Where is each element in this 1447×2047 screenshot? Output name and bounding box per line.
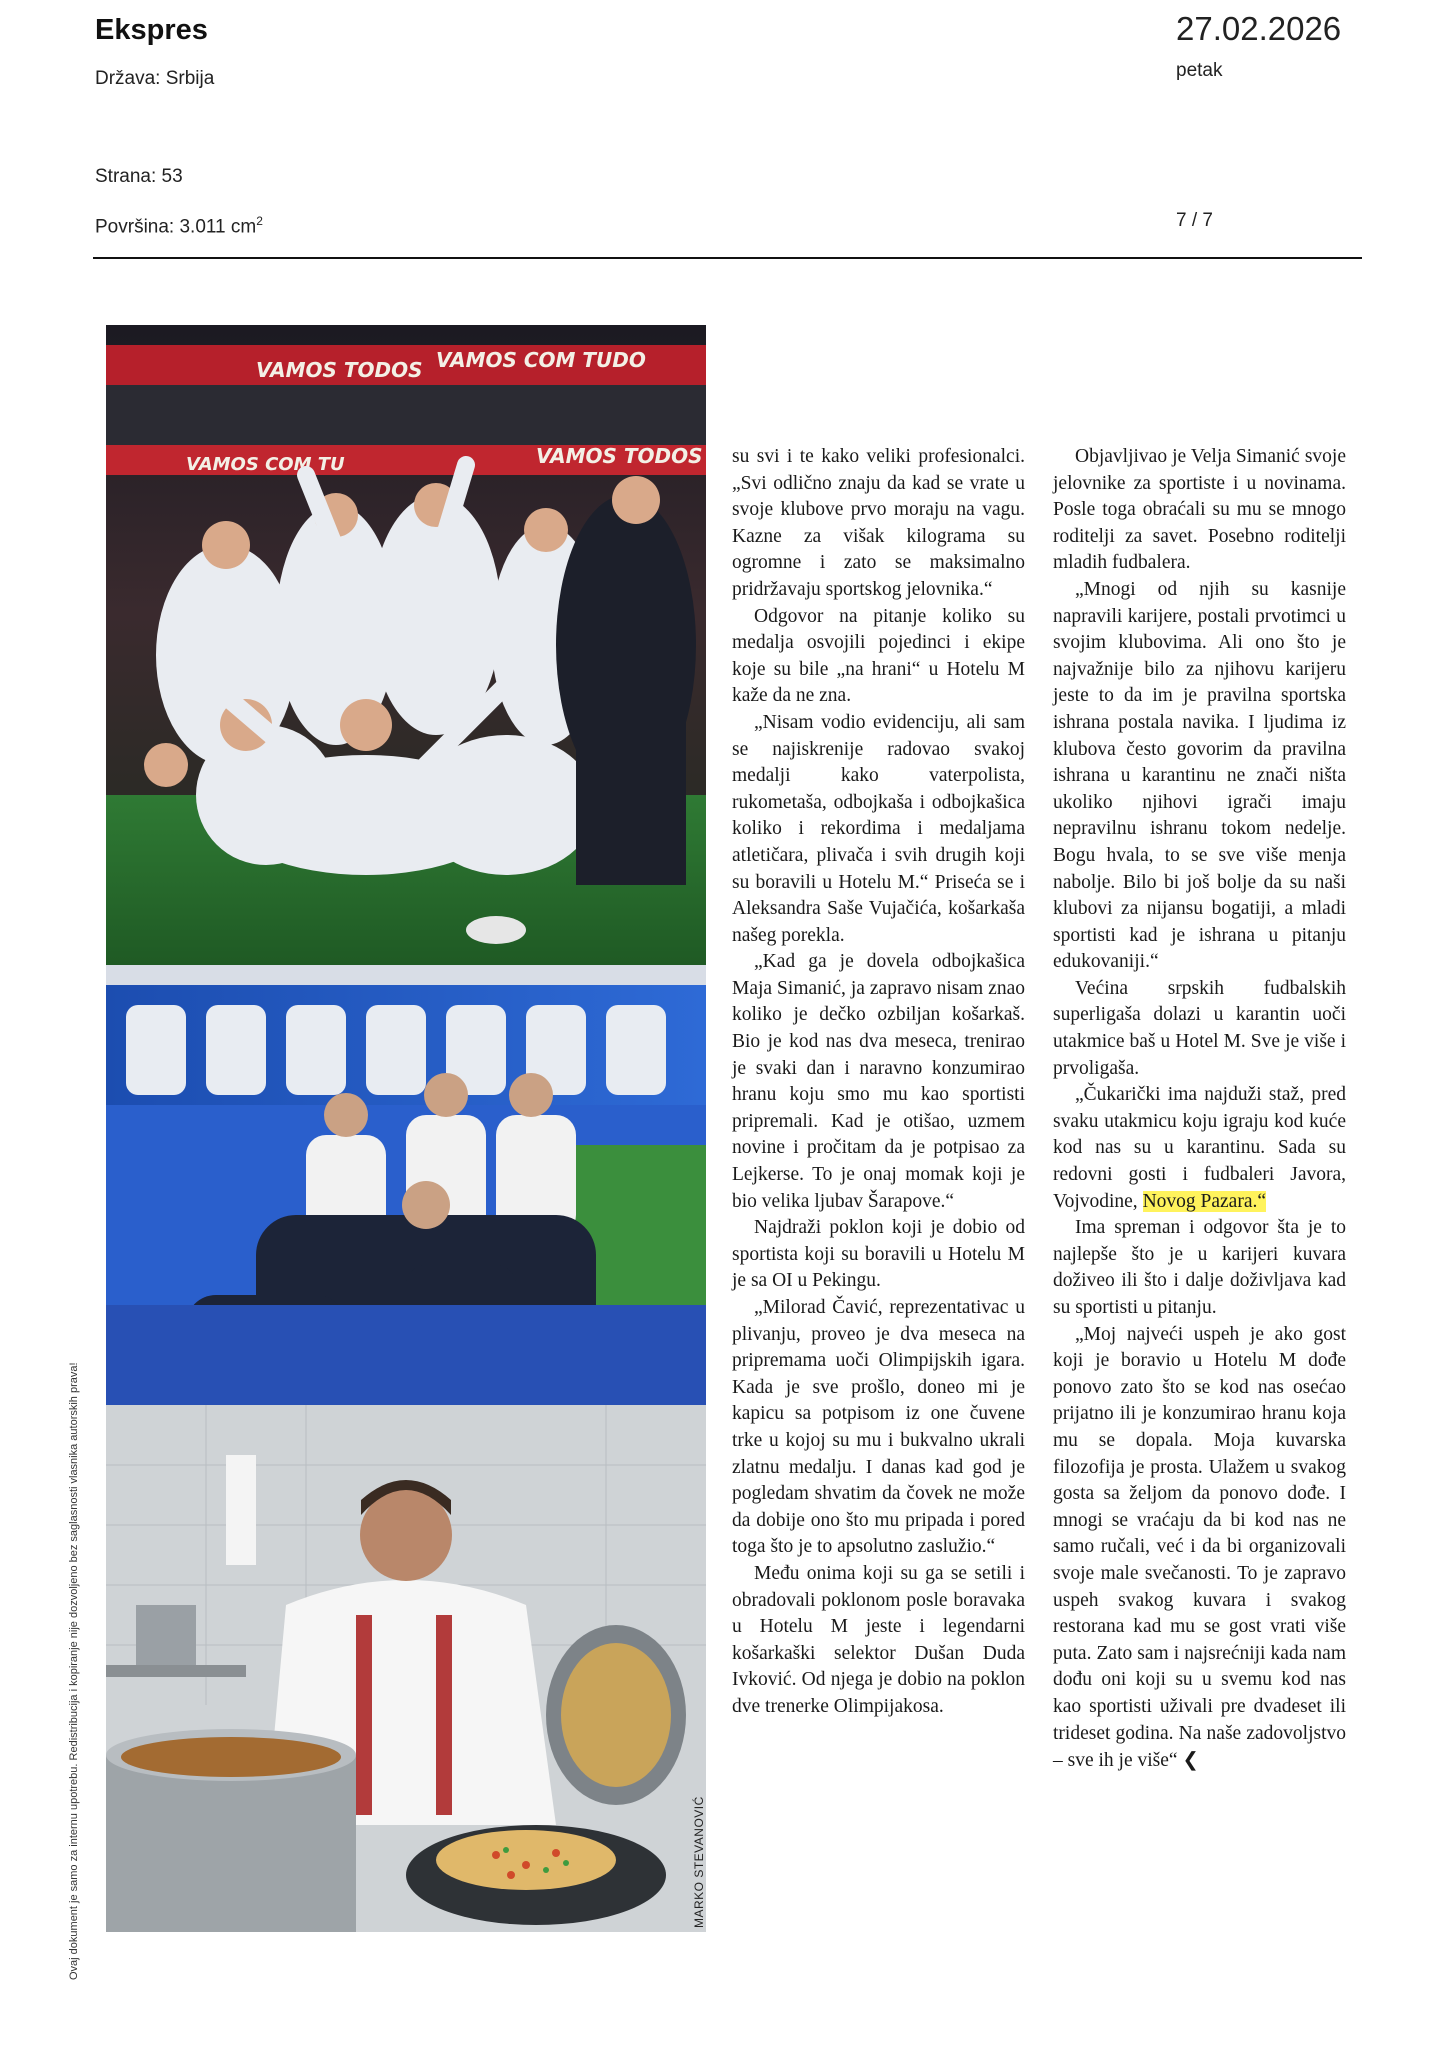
article-paragraph [1053, 1082, 1346, 1215]
article-end-mark: ❮ [1182, 1748, 1199, 1772]
area-value: Površina: 3.011 cm [95, 216, 257, 238]
article-paragraph-text: „Čukarički ima najduži staž, pred svaku utakmicu koju igraju kod kuće kod nas su u karantinu. Sada su redovni gosti i fudbaleri Javora, Vojvodine, [1053, 1084, 1346, 1212]
photo-chef-cooking [106, 1405, 706, 1932]
issue-weekday: petak [1176, 60, 1223, 81]
banner-text: VAMOS COM TUDO [436, 348, 646, 372]
article-paragraph: Ima spreman i odgovor šta je to najlepše što je u karijeri kuvara doživeo ili što i dalje doživljava kad su sportisti u pitanju. [1053, 1217, 1346, 1318]
photo-team-celebration [106, 325, 706, 965]
article-column-2 [1053, 444, 1346, 1775]
article-paragraph: „Mnogi od njih su kasnije napravili karijere, postali prvotimci u svojim klubovima. Ali ono što je najvažnije bilo za njihovu karijeru jeste to da im je pravilna sportska ishrana postala navika. I ljudima iz klubova često govorim da pravilna ishrana u karantinu ne znači ništa ukoliko njihovi igrači imaju nepravilnu ishranu tokom nedelje. Bogu hvala, to se sve više menja nabolje. Bilo bi još bolje da su naši klubovi za nijansu bogatiji, a mladi sportisti kad je ishrana u pitanju edukovaniji.“ [1053, 578, 1346, 973]
banner-text: VAMOS COM TU [186, 454, 345, 475]
article-paragraph: su svi i te kako veliki profesionalci. „Svi odlično znaju da kad se vrate u svoje klubove prvo moraju na vagu. Kazne za višak kilograma su ogromne i zato se maksimalno pridržavaju sportskog jelovnika.“ [732, 446, 1025, 600]
highlighted-text: Novog Pazara.“ [1142, 1190, 1267, 1212]
header-divider [93, 257, 1362, 259]
photo-players-on-bench [106, 965, 706, 1405]
copyright-notice: Ovaj dokument je samo za internu upotrebu. Redistribucija i kopiranje nije dozvoljeno bez saglasnosti vlasnika autorskih prava! [68, 1362, 80, 1980]
country-label: Država: Srbija [95, 68, 215, 89]
article-paragraph: Odgovor na pitanje koliko su medalja osvojili pojedinci i ekipe koje su bile „na hrani“ u Hotelu M kaže da ne zna. [732, 605, 1025, 707]
banner-text: VAMOS TODOS [256, 358, 423, 382]
area-label [95, 214, 263, 238]
page-number-label: Strana: 53 [95, 166, 183, 187]
issue-date: 27.02.2026 [1176, 10, 1342, 47]
article-paragraph: Objavljivao je Velja Simanić svoje jelovnike za sportiste i u novinama. Posle toga obraćali su mu se mnogo roditelji za savet. Posebno roditelji mladih fudbalera. [1053, 446, 1346, 574]
article-column-1 [732, 444, 1025, 1721]
article-paragraph [1053, 1322, 1346, 1775]
page-counter: 7 / 7 [1176, 210, 1213, 231]
article-paragraph: „Nisam vodio evidenciju, ali sam se najiskrenije radovao svakoj medalji kako vaterpolista, rukometaša, odbojkaša i odbojkašica koliko i rekordima i medaljama atletičara, plivača i svih drugih koji su boravili u Hotelu M.“ Priseća se i Aleksandra Saše Vujačića, košarkaša našeg porekla. [732, 711, 1025, 946]
photo-credit: MARKO STEVANOVIĆ [692, 1796, 706, 1928]
publication-name: Ekspres [95, 14, 208, 46]
banner-text: VAMOS TODOS [536, 444, 703, 468]
article-paragraph-text: „Moj najveći uspeh je ako gost koji je boravio u Hotelu M dođe ponovo zato što se kod nas osećao prijatno ili je konzumirao hranu koja mu se dopala. Moja kuvarska filozofija je prosta. Ulažem u svakog gosta sa željom da ponovo dođe. I mnogi se vraćaju da bi kod nas ne samo ručali, već i da bi organizovali svoje male svečanosti. To je zapravo uspeh svakog kuvara i svakog restorana kad mu se gost vrati više puta. Zato sam i najsrećniji kada nam dođu oni koji su u svemu kod nas kao sportisti uživali pre dvadeset ili trideset godina. Na naše zadovoljstvo – sve ih je više“ [1053, 1323, 1346, 1772]
article-paragraph: Većina srpskih fudbalskih superligaša dolazi u karantin uoči utakmice baš u Hotel M. Sve je više i prvoligaša. [1053, 977, 1346, 1079]
article-paragraph: Najdraži poklon koji je dobio od sportista koji su boravili u Hotelu M je sa OI u Pekingu. [732, 1217, 1025, 1292]
area-unit-exponent: 2 [256, 214, 263, 228]
article-paragraph: Među onima koji su ga se setili i obradovali poklonom posle boravaka u Hotelu M jeste i legendarni košarkaški selektor Dušan Duda Ivković. Od njega je dobio na poklon dve trenerke Olimpijakosa. [732, 1562, 1025, 1717]
article-paragraph: „Milorad Čavić, reprezentativac u plivanju, proveo je dva meseca na pripremama uoči Olimpijskih igara. Kada je sve prošlo, doneo mi je kapicu sa potpisom iz one čuvene trke u kojoj su mu i bukvalno ukrali zlatnu medalju. I danas kad god je pogledam shvatim da čovek ne može da dobije ono što mu pripada i pored toga što je to apsolutno zaslužio.“ [732, 1297, 1025, 1558]
article-paragraph: „Kad ga je dovela odbojkašica Maja Simanić, ja zapravo nisam znao koliko je dečko ozbiljan košarkaš. Bio je kod nas dva meseca, trenirao je svaki dan i naravno konzumirao hranu koju smo mu kao sportisti pripremali. Kad je otišao, uzmem novine i pročitam da je potpisao za Lejkerse. To je onaj momak koji je bio velika ljubav Šarapove.“ [732, 951, 1025, 1212]
